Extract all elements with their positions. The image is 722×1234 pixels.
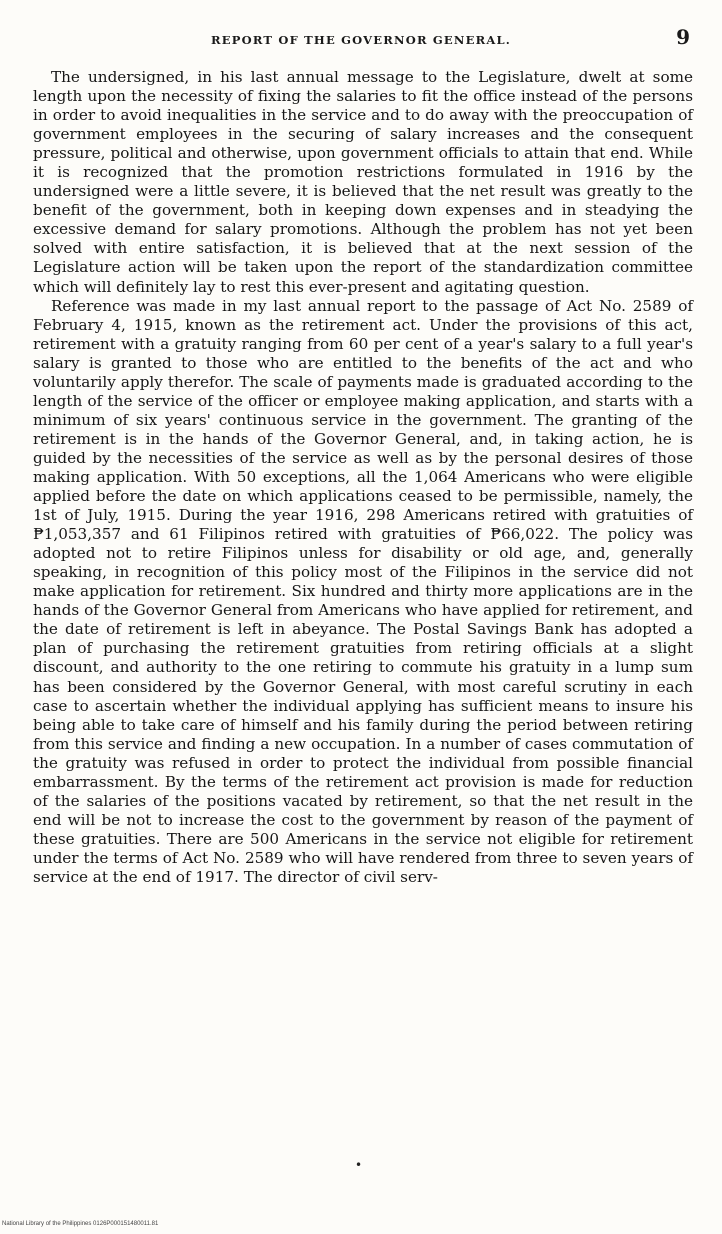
paragraph: Reference was made in my last annual report to the passage of Act No. 2589 of February 4, 1915, known as the retirement act. Under the provisions of this act, retirement with a gratuity ranging from 60 per cent of a year's salary to a full year's salary is granted to those who are entitled to the benefits of the act and who voluntarily apply therefor. The scale of payments made is graduated according to the length of the service of the officer or employee making application, and starts with a minimum of six years' continuous service in the government. The granting of the retirement is in the hands of the Governor General, and, in taking action, he is guided by the necessities of the service as well as by the personal desires of those making application. With 50 exceptions, all the 1,064 Americans who were eligible applied before the date on which applications ceased to be permissible, namely, the 1st of July, 1915. During the year 1916, 298 Americans retired with gratuities of ₱1,053,357 and 61 Filipinos retired with gratuities of ₱66,022. The policy was adopted not to retire Filipinos unless for disability or old age, and, generally speaking, in recognition of this policy most of the Filipinos in the service did not make application for retirement. Six hundred and thirty more applications are in the hands of the Governor General from Americans who have applied for retirement, and the date of retirement is left in abeyance. The Postal Savings Bank has adopted a plan of purchasing the retirement gratuities from retiring officials at a slight discount, and authority to the one retiring to commute his gratuity in a lump sum has been considered by the Governor General, with most careful scrutiny in each case to ascertain whether the individual applying has sufficient means to insure his being able to take care of himself and his family during the period between retiring from this service and finding a new occupation. In a number of cases commutation of the gratuity was refused in order to protect the individual from possible financial embarrassment. By the terms of the retirement act provision is made for reduction of the salaries of the positions vacated by retirement, so that the net result in the end will be not to increase the cost to the government by reason of the payment of these gratuities. There are 500 Americans in the service not eligible for retirement under the terms of Act No. 2589 who will have rendered from three to seven years of service at the end of 1917. The director of civil serv- — [33, 296, 693, 886]
running-title: REPORT OF THE GOVERNOR GENERAL. — [211, 33, 511, 47]
paragraph: The undersigned, in his last annual message to the Legislature, dwelt at some length upon the necessity of fixing the salaries to fit the office instead of the persons in order to avoid inequalities in the service and to do away with the preoccupation of government employees in the securing of salary increases and the consequent pressure, political and otherwise, upon government officials to attain that end. While it is recognized that the promotion restrictions formulated in 1916 by the undersigned were a little severe, it is believed that the net result was greatly to the benefit of the government, both in keeping down expenses and in steadying the excessive demand for salary promotions. Although the problem has not yet been solved with entire satisfaction, it is believed that at the next session of the Legislature action will be taken upon the report of the standardization committee which will definitely lay to rest this ever-present and agitating question. — [33, 68, 693, 296]
scan-credit: National Library of the Philippines 0126P000151480011.81 — [2, 1221, 159, 1227]
page-header — [30, 23, 692, 51]
page-number: 9 — [676, 25, 690, 49]
body-text — [33, 68, 693, 887]
printer-mark: • — [355, 1158, 363, 1172]
